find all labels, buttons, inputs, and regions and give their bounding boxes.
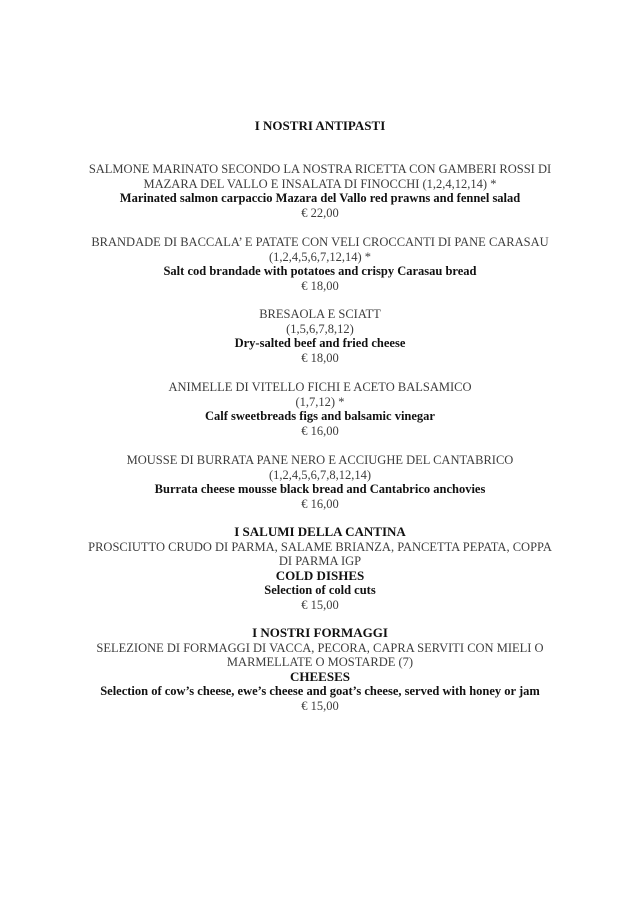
dish-english-name: Burrata cheese mousse black bread and Cantabrico anchovies [154,482,486,496]
section-heading: I SALUMI DELLA CANTINA [234,524,406,539]
section-heading: I NOSTRI FORMAGGI [252,625,388,640]
menu-title: I NOSTRI ANTIPASTI [254,118,386,133]
dish-price: € 16,00 [301,423,339,438]
section-salumi [60,525,580,612]
dish-price: € 18,00 [301,278,339,293]
section-description: SELEZIONE DI FORMAGGI DI VACCA, PECORA, CAPRA SERVITI CON MIELI O [96,640,544,655]
section-description-cont: DI PARMA IGP [278,554,362,568]
dish-italian-name: ANIMELLE DI VITELLO FICHI E ACETO BALSAMICO [168,380,472,394]
dish-italian-name: MOUSSE DI BURRATA PANE NERO E ACCIUGHE DEL CANTABRICO [126,453,514,467]
dish-price: € 16,00 [301,496,339,511]
dish-price: € 18,00 [301,350,339,365]
dish-italian-name: SALMONE MARINATO SECONDO LA NOSTRA RICETTA CON GAMBERI ROSSI DI [88,162,552,176]
dish-bresaola [70,307,570,365]
section-price: € 15,00 [301,597,339,612]
dish-burrata [70,453,570,511]
dish-italian-name: BRESAOLA E SCIATT [259,307,381,321]
section-description-cont: MARMELLATE O MOSTARDE (7) [226,655,414,669]
dish-brandade [60,235,580,293]
section-description: PROSCIUTTO CRUDO DI PARMA, SALAME BRIANZA, PANCETTA PEPATA, COPPA [88,539,552,554]
section-english-description: Selection of cow’s cheese, ewe’s cheese and goat’s cheese, served with honey or jam [100,684,540,698]
dish-allergens: (1,5,6,7,8,12) [286,321,354,336]
section-english-description: Selection of cold cuts [264,583,376,597]
dish-salmone [60,162,580,220]
dish-english-name: Marinated salmon carpaccio Mazara del Vallo red prawns and fennel salad [119,191,521,205]
dish-price: € 22,00 [301,205,339,220]
section-formaggi [60,626,580,713]
section-english-heading: COLD DISHES [275,567,365,583]
section-price: € 15,00 [301,698,339,713]
dish-english-name: Salt cod brandade with potatoes and crispy Carasau bread [163,264,477,278]
dish-allergens: (1,2,4,5,6,7,8,12,14) [268,467,372,482]
dish-english-name: Dry-salted beef and fried cheese [234,336,406,350]
dish-english-name: Calf sweetbreads figs and balsamic vinegar [205,409,435,423]
section-english-heading: CHEESES [290,668,350,684]
dish-animelle [70,380,570,438]
dish-italian-name-cont: MAZARA DEL VALLO E INSALATA DI FINOCCHI (1,2,4,12,14) * [143,176,497,191]
dish-italian-name: BRANDADE DI BACCALA’ E PATATE CON VELI CROCCANTI DI PANE CARASAU [91,235,549,249]
dish-allergens: (1,7,12) * [295,394,345,409]
dish-italian-name-cont: (1,2,4,5,6,7,12,14) * [268,249,372,264]
